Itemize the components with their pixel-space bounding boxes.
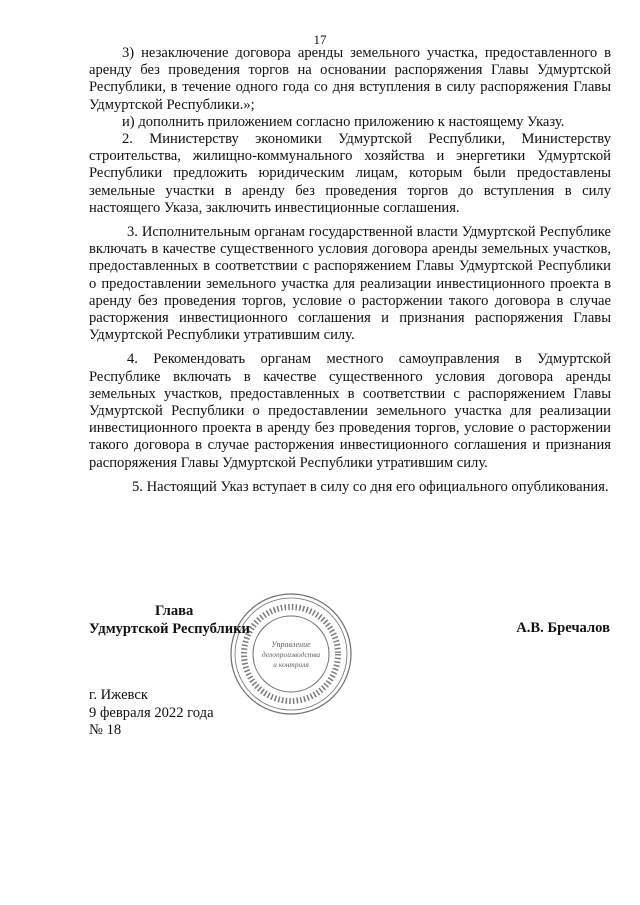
paragraph-2: 2. Министерству экономики Удмуртской Республики, Министерству строительства, жилищно-коммунального хозяйства и энергетики Удмуртской Республики предложить юридическим лицам, которым были предоставлены земельные участки в аренду без проведения торгов до вступления в силу настоящего Указа, заключить инвестиционные соглашения. [89, 131, 611, 216]
signatory-title-line2: Удмуртской Республики [89, 620, 250, 637]
document-body [89, 45, 611, 496]
signatory-title-line1: Глава [155, 603, 194, 619]
svg-text:Управление: Управление [271, 640, 311, 649]
paragraph-5: 5. Настоящий Указ вступает в силу со дня его официального опубликования. [132, 478, 609, 495]
issue-number: № 18 [89, 722, 122, 738]
paragraph-i-subitem: и) дополнить приложением согласно приложению к настоящему Указу. [122, 113, 565, 130]
issue-details [89, 687, 214, 740]
svg-text:и контроля: и контроля [273, 660, 309, 669]
signatory-name: А.В. Бречалов [516, 620, 610, 636]
paragraph-4: 4. Рекомендовать органам местного самоуправления в Удмуртской Республике включать в качестве существенного условия договора аренды земельных участков, предоставленных в соответствии с распоряжением Главы Удмуртской Республики о предоставлении земельного участка для реализации инвестиционного проекта в аренду без проведения торгов, условие о расторжении такого договора в случае расторжения инвестиционного соглашения и признания распоряжения Главы Удмуртской Республики утратившим силу. [89, 351, 611, 471]
signatory-title [89, 603, 269, 638]
paragraph-3-subitem: 3) незаключение договора аренды земельного участка, предоставленного в аренду без проведения торгов на основании распоряжения Главы Удмуртской Республики, в течение одного года со дня вступления в силу распоряжения Главы Удмуртской Республики.»; [89, 45, 611, 113]
issue-city: г. Ижевск [89, 687, 148, 703]
page-number: 17 [313, 32, 327, 47]
issue-date: 9 февраля 2022 года [89, 704, 214, 721]
paragraph-3: 3. Исполнительным органам государственной власти Удмуртской Республике включать в качестве существенного условия договора аренды земельных участков, предоставленных в соответствии с распоряжением Главы Удмуртской Республики о предоставлении земельного участка для реализации инвестиционного проекта в аренду без проведения торгов, условие о расторжении такого договора в случае расторжения инвестиционного соглашения и признания распоряжения Главы Удмуртской Республики утратившим силу. [89, 224, 611, 344]
svg-text:делопроизводства: делопроизводства [261, 650, 321, 659]
